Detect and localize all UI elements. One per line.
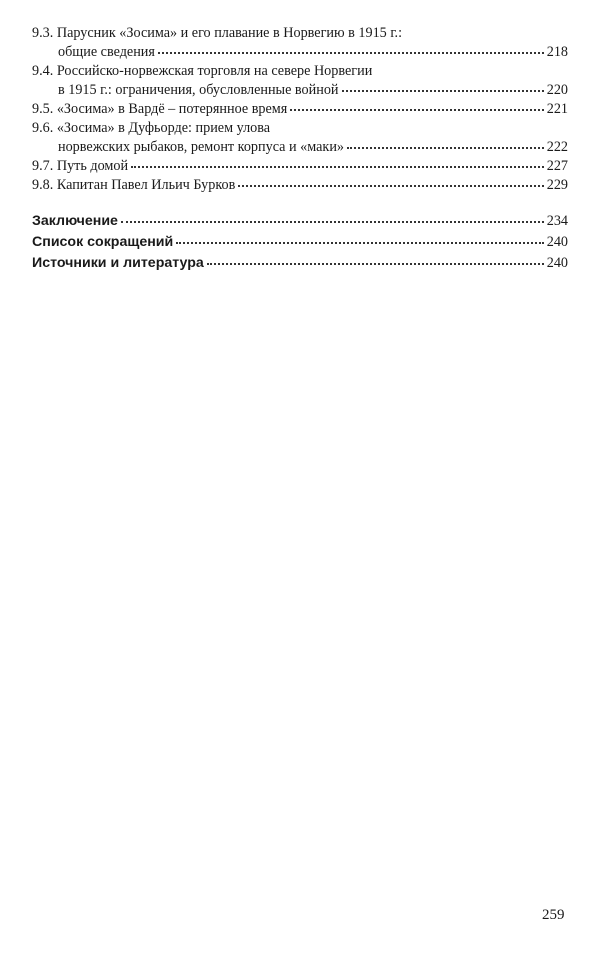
toc-entry-title: 9.4. Российско-норвежская торговля на севере Норвегии: [32, 63, 373, 79]
toc-entry-9-4[interactable]: [32, 62, 568, 100]
dot-leader: [158, 48, 544, 54]
toc-entry-title: 9.6. «Зосима» в Дуфьорде: прием улова: [32, 120, 271, 136]
page-number: 259: [542, 907, 565, 923]
dot-leader: [342, 86, 544, 92]
toc-entry-title-continued: в 1915 г.: ограничения, обусловленные войной: [58, 82, 339, 98]
dot-leader: [290, 105, 543, 111]
table-of-contents: [32, 24, 568, 274]
toc-entry-9-7[interactable]: [32, 157, 568, 176]
toc-entry-page: 240: [546, 255, 568, 271]
toc-entry-title: Источники и литература: [32, 255, 204, 271]
dot-leader: [207, 259, 544, 265]
toc-entry-title-continued: норвежских рыбаков, ремонт корпуса и «маки»: [58, 139, 345, 155]
toc-entry-9-8[interactable]: [32, 176, 568, 195]
toc-entry-title: Список сокращений: [32, 234, 174, 250]
toc-entry-page: 222: [546, 139, 568, 155]
dot-leader: [121, 217, 544, 223]
section-spacer: [32, 195, 568, 211]
toc-entry-title: 9.3. Парусник «Зосима» и его плавание в Норвегию в 1915 г.:: [32, 25, 403, 41]
toc-entry-title: 9.5. «Зосима» в Вардё – потерянное время: [32, 101, 288, 117]
toc-entry-title: 9.8. Капитан Павел Ильич Бурков: [32, 177, 236, 193]
dot-leader: [176, 238, 543, 244]
toc-entry-page: 218: [546, 44, 568, 60]
toc-entry-title-continued: общие сведения: [58, 44, 155, 60]
toc-entry-title: 9.7. Путь домой: [32, 158, 129, 174]
toc-entry-page: 240: [546, 234, 568, 250]
toc-entry-9-5[interactable]: [32, 100, 568, 119]
dot-leader: [347, 143, 544, 149]
toc-entry-conclusion[interactable]: [32, 211, 568, 232]
toc-entry-title: Заключение: [32, 213, 118, 229]
dot-leader: [238, 181, 543, 187]
toc-entry-page: 220: [546, 82, 568, 98]
toc-entry-sources[interactable]: [32, 253, 568, 274]
toc-entry-9-6[interactable]: [32, 119, 568, 157]
toc-entry-page: 229: [546, 177, 568, 193]
dot-leader: [131, 162, 544, 168]
toc-entry-page: 234: [546, 213, 568, 229]
toc-entry-page: 227: [546, 158, 568, 174]
toc-entry-page: 221: [546, 101, 568, 117]
toc-entry-abbreviations[interactable]: [32, 232, 568, 253]
toc-entry-9-3[interactable]: [32, 24, 568, 62]
